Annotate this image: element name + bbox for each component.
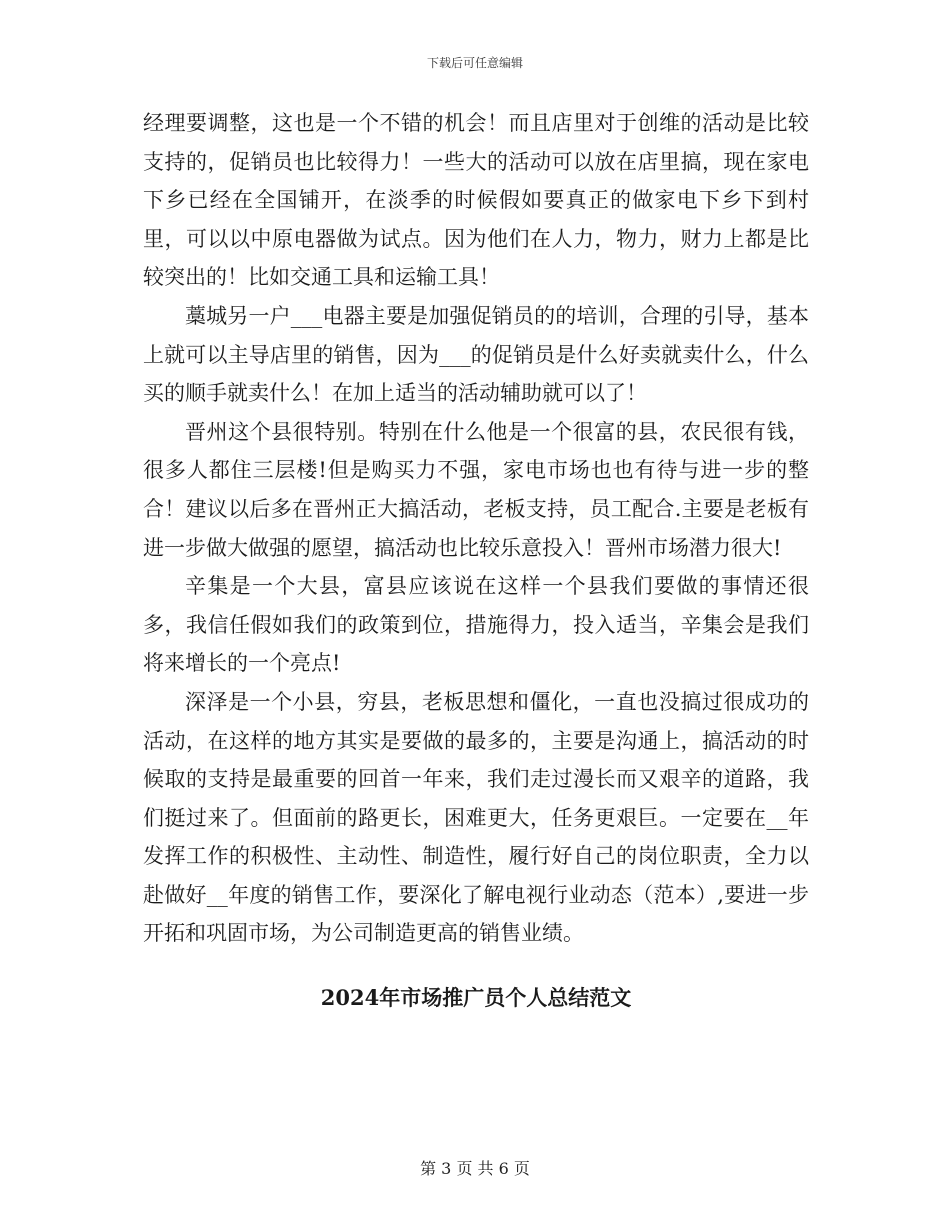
document-body	[143, 104, 809, 1017]
paragraph-jinzhou: 晋州这个县很特别。特别在什么他是一个很富的县，农民很有钱，很多人都住三层楼!但是购买力不强，家电市场也也有待与进一步的整合！建议以后多在晋州正大搞活动，老板支持，员工配合.主要是老板有进一步做大做强的愿望，搞活动也比较乐意投入！晋州市场潜力很大!	[143, 419, 809, 560]
document-title: 2024年市场推广员个人总结范文	[320, 985, 632, 1011]
paragraph-continued: 经理要调整，这也是一个不错的机会！而且店里对于创维的活动是比较支持的，促销员也比较得力！一些大的活动可以放在店里搞，现在家电下乡已经在全国铺开，在淡季的时候假如要真正的做家电下乡下到村里，可以以中原电器做为试点。因为他们在人力，物力，财力上都是比较突出的！比如交通工具和运输工具！	[143, 111, 809, 290]
paragraph-gaocheng: 藁城另一户___电器主要是加强促销员的的培训，合理的引导，基本上就可以主导店里的销售，因为___的促销员是什么好卖就卖什么，什么买的顺手就卖什么！在加上适当的活动辅助就可以了！	[143, 303, 809, 406]
paragraph-xinji: 辛集是一个大县，富县应该说在这样一个县我们要做的事情还很多，我信任假如我们的政策到位，措施得力，投入适当，辛集会是我们将来增长的一个亮点!	[143, 574, 809, 676]
page-header-note: 下载后可任意编辑	[426, 56, 523, 70]
paragraph-shenze: 深泽是一个小县，穷县，老板思想和僵化，一直也没搞过很成功的活动，在这样的地方其实是要做的最多的，主要是沟通上，搞活动的时候取的支持是最重要的回首一年来，我们走过漫长而又艰辛的道路，我们挺过来了。但面前的路更长，困难更大，任务更艰巨。一定要在__年发挥工作的积极性、主动性、制造性，履行好自己的岗位职责，全力以赴做好__年度的销售工作，要深化了解电视行业动态（范本）,要进一步开拓和巩固市场，为公司制造更高的销售业绩。	[143, 689, 809, 946]
page-number: 第 3 页 共 6 页	[420, 1159, 530, 1178]
